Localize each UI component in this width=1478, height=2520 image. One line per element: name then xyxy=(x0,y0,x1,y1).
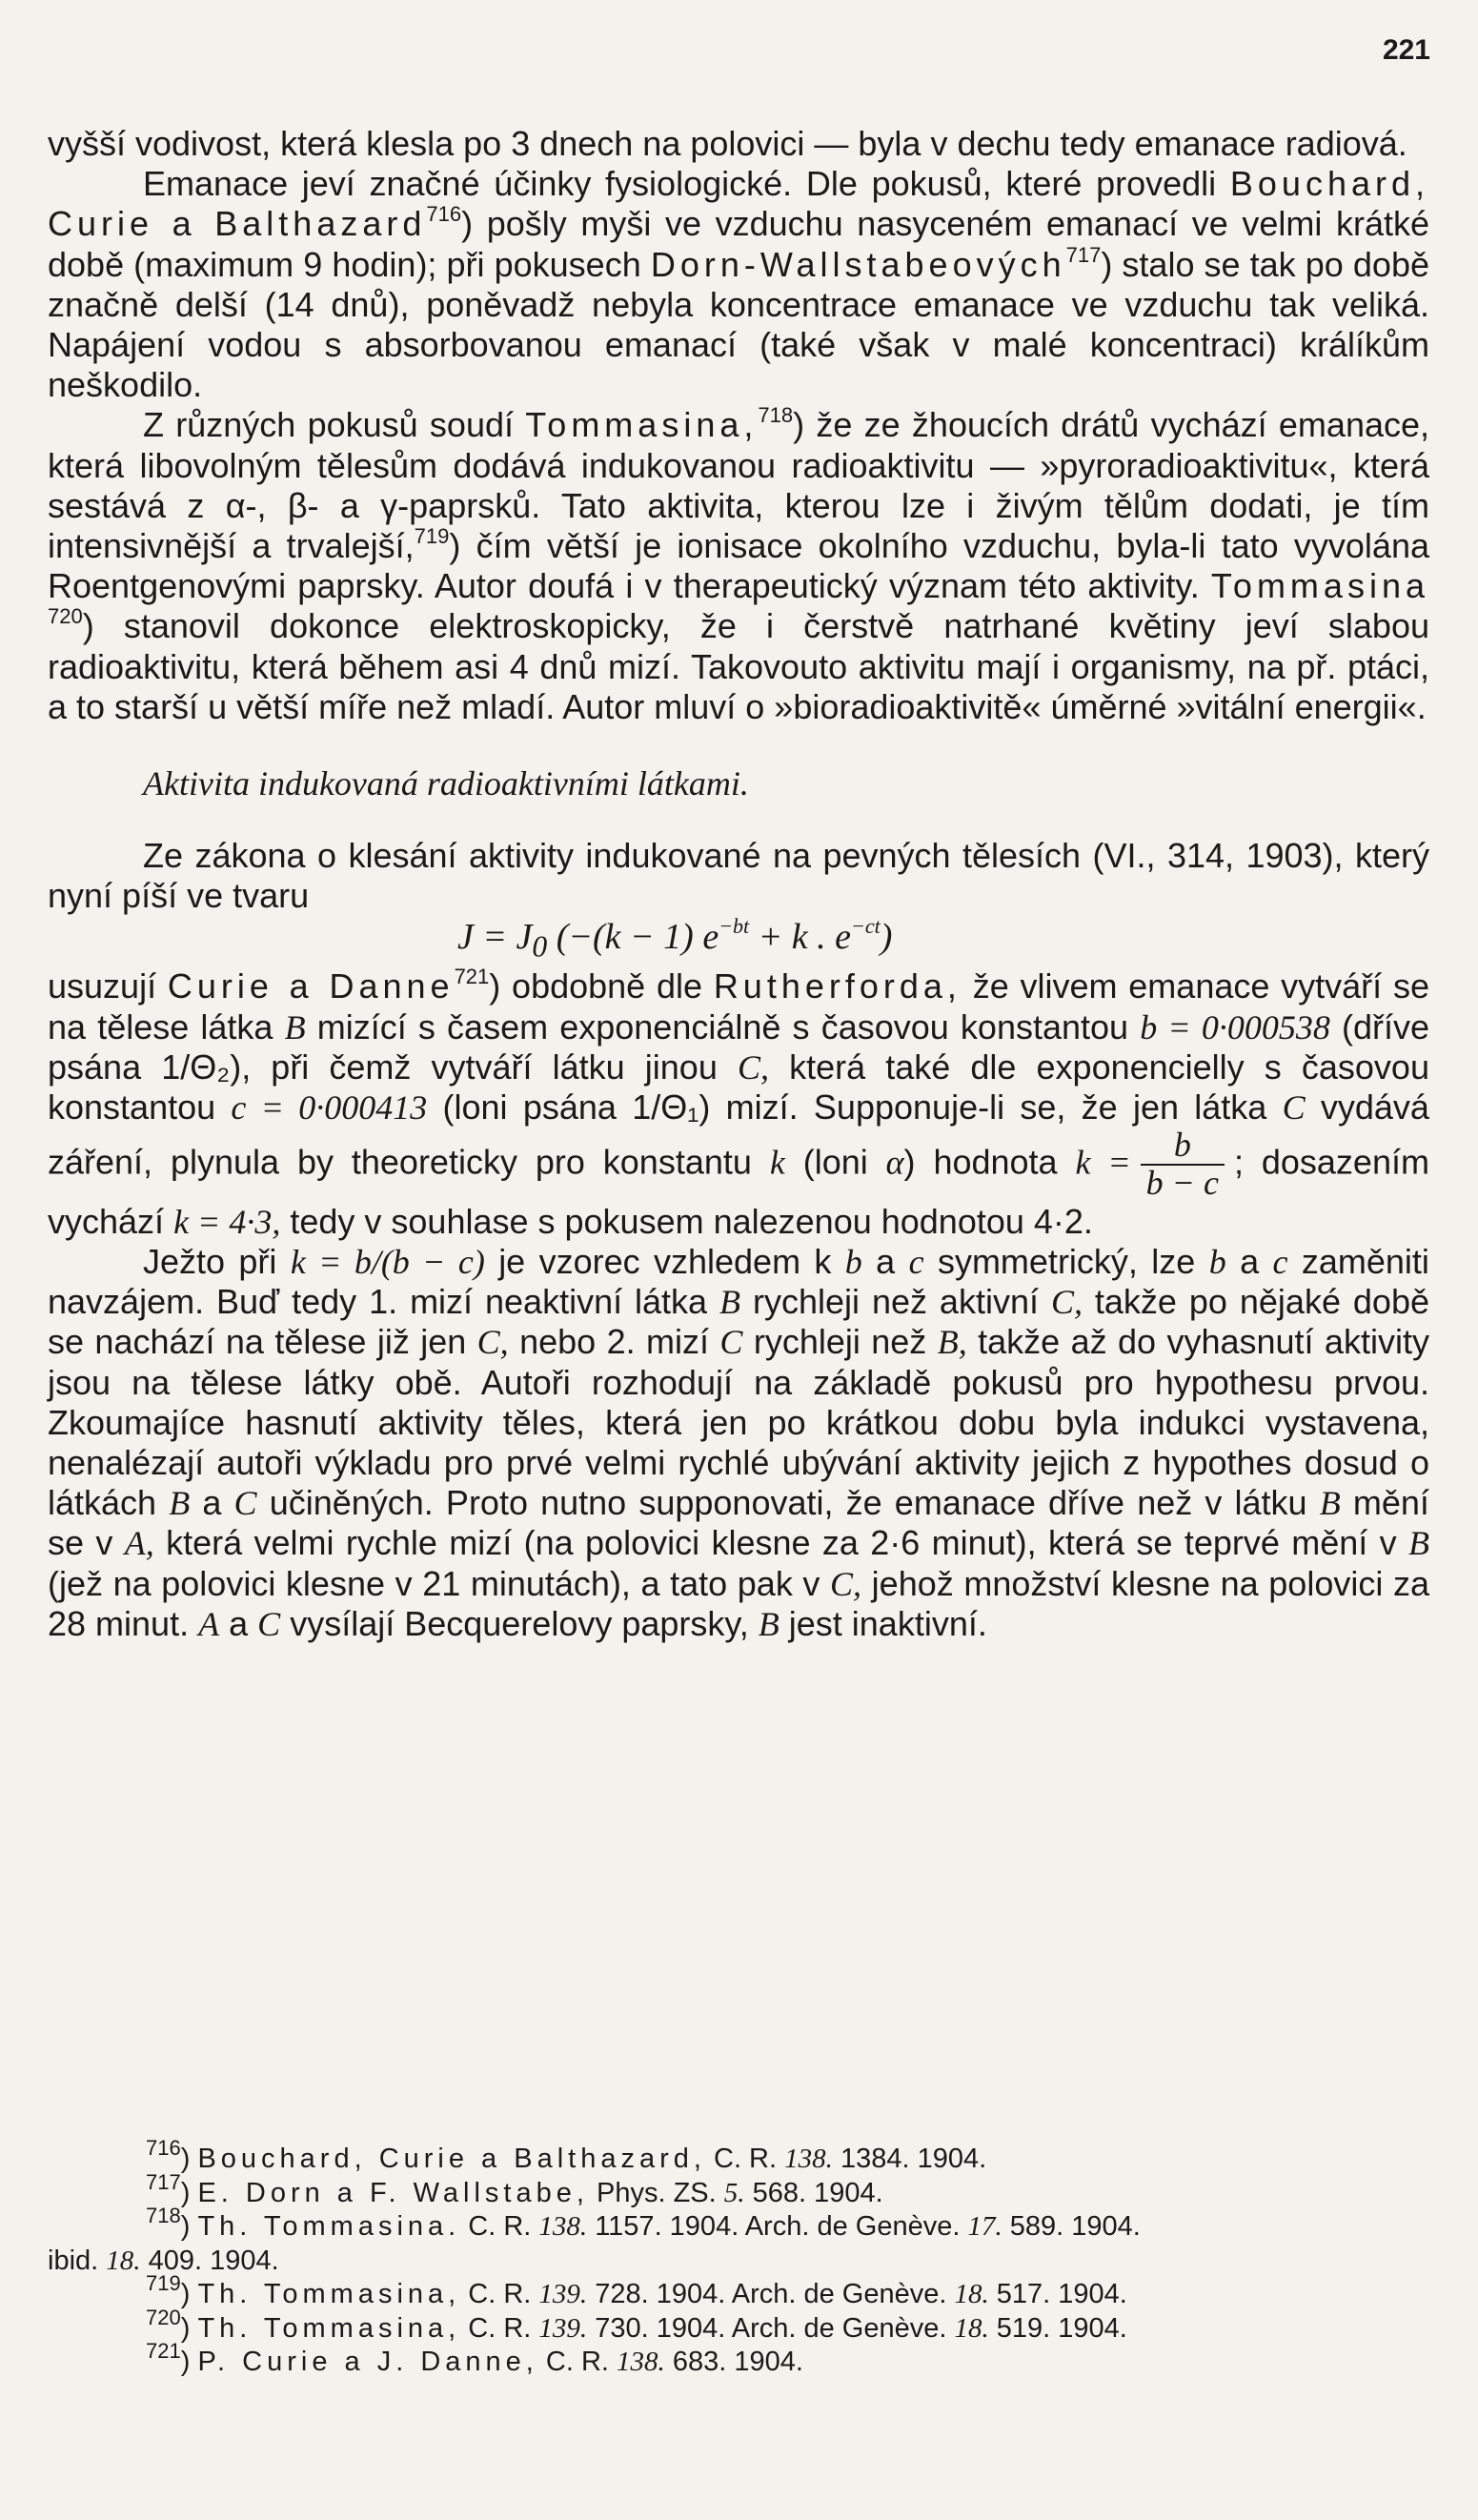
text-run: že vlivem emanace vytváří se na tělese látka xyxy=(48,966,1429,1047)
math-var: B xyxy=(1319,1484,1341,1523)
math-var: C xyxy=(719,1323,743,1362)
text-run: ), při čemž vytváří látku jinou xyxy=(230,1047,718,1087)
text-run: ) mizí. Supponuje-li se, že jen látka xyxy=(699,1087,1267,1128)
text-run: takže po nějaké době se nachází na tělese již jen xyxy=(48,1282,1429,1362)
footnote: $^{718}$) Th. Tommasina. C. R. 138. 1157. 1904. Arch. de Genève. 17. 589. 1904. xyxy=(146,2204,1141,2242)
footnote-author: Bouchard, Curie a Balthazard, xyxy=(197,2144,706,2174)
footnote-pages: 589. 1904. xyxy=(1009,2211,1141,2242)
text-run: jest inaktivní. xyxy=(788,1603,987,1643)
footnote-pages: 683. 1904. xyxy=(672,2347,803,2377)
footnote-ref[interactable]: 717 xyxy=(1065,242,1102,267)
text-run: vysílají Becquerelovy paprsky, xyxy=(290,1603,749,1643)
math-var: B xyxy=(284,1007,306,1047)
math-var: B, xyxy=(937,1323,967,1362)
fraction-numerator: b xyxy=(1141,1128,1225,1166)
footnote-author: Th. Tommasina, xyxy=(197,2312,461,2344)
footnote-author: Th. Tommasina. xyxy=(197,2211,461,2242)
paragraph-4 xyxy=(48,836,1429,916)
text-run: (loni xyxy=(802,1142,868,1182)
footnote-journal: C. R. xyxy=(714,2144,778,2174)
text-run: rychleji než aktivní xyxy=(752,1282,1039,1322)
text-run: ) hodnota xyxy=(903,1142,1058,1182)
text-run: Ježto při xyxy=(143,1242,277,1282)
formula-part: + k . e xyxy=(749,916,852,957)
footnote: $^{719}$) Th. Tommasina, C. R. 139. 728. 1904. Arch. de Genève. 18. 517. 1904. xyxy=(146,2271,1127,2309)
math-var: C, xyxy=(830,1564,862,1603)
math-var: B xyxy=(758,1604,779,1643)
text-run: usuzují xyxy=(48,966,157,1006)
footnote-pages: 409. 1904. xyxy=(148,2245,279,2276)
paragraph-2 xyxy=(48,164,1429,405)
footnote-number: 717 xyxy=(146,2169,181,2194)
footnote-number: 718 xyxy=(146,2204,181,2228)
footnote-pages: 728. 1904. Arch. de Genève. xyxy=(595,2279,947,2309)
footnote-author: P. Curie a J. Danne, xyxy=(197,2347,538,2377)
text-run: Emanace jeví značné účinky fysiologické. Dle pokusů, které provedli xyxy=(143,164,1217,204)
footnote-volume: 18. xyxy=(954,2312,989,2344)
footnote: $^{720}$) Th. Tommasina, C. R. 139. 730. 1904. Arch. de Genève. 18. 519. 1904. xyxy=(146,2305,1127,2344)
footnote-volume: 138. xyxy=(538,2211,588,2242)
text-run: (loni psána 1/ xyxy=(442,1087,661,1128)
text-run: je vzorec vzhledem k xyxy=(498,1242,832,1282)
footnote-volume: 18. xyxy=(106,2245,141,2276)
main-text xyxy=(48,124,1429,1644)
author-name: Dorn-Wallstabeových xyxy=(650,244,1066,284)
text-run: ) čím větší je ionisace okolního vzduchu, byla-li tato vyvolána Roentgenovými paprsky. Autor doufá i v therapeutický význam této aktivity. xyxy=(48,526,1429,606)
footnote-number: 721 xyxy=(146,2339,181,2364)
footnote: $^{717}$) E. Dorn a F. Wallstabe, Phys. ZS. 5. 568. 1904. xyxy=(146,2169,883,2208)
math-var: C xyxy=(233,1484,257,1523)
math-var: B xyxy=(1408,1524,1429,1563)
footnote-pages: 730. 1904. Arch. de Genève. xyxy=(595,2312,947,2344)
text-run: která také dle exponencielly s časovou konstantou xyxy=(48,1047,1429,1128)
text-run: která velmi rychle mizí (na polovici klesne za 2·6 minut), která se teprvé mění v xyxy=(166,1523,1397,1563)
fraction xyxy=(1141,1128,1225,1202)
footnote-number: 720 xyxy=(146,2305,181,2329)
text-run: vyšší vodivost, která klesla po 3 dnech na polovici — byla v dechu tedy emanace radiová. xyxy=(48,124,1407,163)
fraction-denominator: b − c xyxy=(1145,1164,1219,1203)
author-name: Curie a Danne xyxy=(167,966,455,1006)
footnote-ref[interactable]: 719 xyxy=(414,524,450,549)
footnote-continuation xyxy=(48,2245,1429,2279)
footnote-number: 719 xyxy=(146,2271,181,2296)
math-expr: c = 0·000413 xyxy=(231,1088,428,1128)
footnote-journal: C. R. xyxy=(468,2312,532,2344)
formula-exp: −bt xyxy=(719,914,750,938)
footnote: $^{716}$) Bouchard, Curie a Balthazard, C. R. 138. 1384. 1904. xyxy=(146,2136,987,2174)
footnote-pages: 517. 1904. xyxy=(996,2279,1127,2309)
author-name: Tommasina xyxy=(1210,566,1429,606)
math-var: c xyxy=(1272,1243,1288,1282)
math-expr: k = 4·3, xyxy=(173,1202,281,1241)
text-run: ) pošly myši ve vzduchu nasyceném emanací ve velmi krátké době (maximum 9 hodin); při pokusech xyxy=(48,204,1429,284)
math-expr: k = b/(b − c) xyxy=(290,1243,485,1282)
math-var: k xyxy=(769,1143,785,1182)
math-var: C xyxy=(1282,1088,1306,1128)
text-run: a xyxy=(202,1483,222,1523)
formula-part: J = J xyxy=(457,916,533,957)
text-run: mění se v xyxy=(48,1483,1429,1563)
text-run: rychleji než xyxy=(753,1322,927,1362)
footnote-volume: 139. xyxy=(538,2279,588,2309)
text-run: nebo 2. mizí xyxy=(519,1322,709,1362)
math-expr: b = 0·000538 xyxy=(1140,1007,1330,1047)
math-expr: k = xyxy=(1075,1143,1131,1182)
text-run: ) stalo se tak po době značně delší (14 dnů), poněvadž nebyla koncentrace emanace ve vzduchu tak veliká. Napájení vodou s absorbovanou emanací (také však v malé koncentraci) králíkům neškodilo. xyxy=(48,244,1429,405)
footnote-ibid: ibid. xyxy=(48,2245,99,2276)
math-var: c xyxy=(908,1243,924,1282)
text-run: Z různých pokusů soudí xyxy=(143,405,515,445)
footnote-ref[interactable]: 718 xyxy=(758,403,794,428)
math-symbol: Θ₂ xyxy=(190,1047,231,1087)
footnote-pages: 1384. 1904. xyxy=(840,2144,987,2174)
text-run: učiněných. Proto nutno supponovati, že emanace dříve než v látku xyxy=(269,1483,1307,1523)
footnotes xyxy=(48,2136,1429,2380)
footnote-volume: 17. xyxy=(967,2211,1002,2242)
page-number: 221 xyxy=(1382,34,1430,66)
footnote-journal: C. R. xyxy=(468,2279,532,2309)
footnote-volume: 18. xyxy=(954,2279,989,2309)
footnote-journal: C. R. xyxy=(468,2211,532,2242)
paragraph-6 xyxy=(48,1242,1429,1644)
math-var: C, xyxy=(476,1323,509,1362)
math-var: α xyxy=(885,1143,904,1182)
footnote-ref[interactable]: 716 xyxy=(426,202,462,227)
footnote-volume: 138. xyxy=(617,2347,665,2377)
text-run: (dříve psána 1/ xyxy=(48,1006,1430,1087)
math-var: B xyxy=(719,1283,741,1322)
paragraph-5 xyxy=(48,966,1429,1242)
formula-sub: 0 xyxy=(532,929,548,964)
text-run: a xyxy=(876,1242,896,1282)
footnote-author: E. Dorn a F. Wallstabe, xyxy=(197,2177,589,2208)
text-run: (jež na polovici klesne v 21 minutách), a tato pak v xyxy=(48,1563,820,1603)
author-name: Tommasina, xyxy=(525,405,759,445)
footnote-number: 716 xyxy=(146,2136,181,2161)
footnote-author: Th. Tommasina, xyxy=(197,2279,461,2309)
math-var: A xyxy=(198,1604,220,1643)
text-run: jehož množství klesne na polovici za 28 minut. xyxy=(48,1563,1429,1643)
formula-part: (−(k − 1) e xyxy=(547,916,719,957)
footnote-volume: 5. xyxy=(723,2177,745,2208)
text-run: takže až do vyhasnutí aktivity jsou na tělese látky obě. Autoři rozhodují na základě pokusů pro hypothesu prvou. Zkoumajíce hasnutí aktivity těles, která jen po krátkou dobu byla indukci vystavena, nenalézají autoři výkladu pro prvé velmi rychlé ubývání aktivity jejich z hypothes dosud o látkách xyxy=(48,1322,1429,1523)
math-var: C xyxy=(257,1604,281,1643)
paragraph-3 xyxy=(48,405,1429,727)
text-run: ) stanovil dokonce elektroskopicky, že i čerstvě natrhané květiny jeví slabou radioaktivitu, která během asi 4 dnů mizí. Takovouto aktivitu mají i organismy, na př. ptáci, a to starší u větší míře než mladí. Autor mluví o »bioradioaktivitě« úměrné »vitální energii«. xyxy=(48,606,1429,726)
text-run: mizící s časem exponenciálně s časovou konstantou xyxy=(316,1006,1129,1047)
text-run: a xyxy=(229,1603,249,1643)
text-run: symmetrický, lze xyxy=(937,1242,1196,1282)
math-var: A, xyxy=(124,1524,154,1563)
text-run: tedy v souhlase s pokusem nalezenou hodnotou 4·2. xyxy=(290,1201,1093,1241)
math-symbol: Θ₁ xyxy=(660,1087,699,1128)
section-heading: Aktivita indukovaná radioaktivními látkami. xyxy=(143,764,749,803)
footnote-pages: 568. 1904. xyxy=(752,2177,883,2208)
text-run: ) že ze žhoucích drátů vychází emanace, která libovolným tělesům dodává indukovanou radioaktivitu — »pyroradioaktivitu«, která sestává z α-, β- a γ-paprsků. Tato aktivita, kterou lze i živým tělům dodati, je tím intensivnější a trvalejší, xyxy=(48,405,1430,566)
footnote-pages: 1157. 1904. Arch. de Genève. xyxy=(595,2211,961,2242)
footnote-pages: 519. 1904. xyxy=(996,2312,1127,2344)
footnote-journal: C. R. xyxy=(545,2347,609,2377)
math-var: C, xyxy=(1050,1283,1083,1322)
footnote: $^{721}$) P. Curie a J. Danne, C. R. 138. 683. 1904. xyxy=(146,2339,803,2377)
formula-exp: −ct xyxy=(851,914,881,938)
math-var: B xyxy=(169,1484,191,1523)
paragraph-1 xyxy=(48,124,1429,164)
text-run: a xyxy=(1240,1242,1260,1282)
math-var: b xyxy=(844,1243,862,1282)
decay-formula xyxy=(48,914,1429,967)
footnote-ref[interactable]: 720 xyxy=(48,604,83,629)
footnote-journal: Phys. ZS. xyxy=(596,2177,717,2208)
math-var: b xyxy=(1208,1243,1226,1282)
text-run: Ze zákona o klesání aktivity indukované na pevných tělesích (VI., 314, 1903), který nyní píší ve tvaru xyxy=(48,836,1429,916)
math-var: C, xyxy=(737,1047,769,1087)
footnote-volume: 138. xyxy=(784,2144,833,2174)
text-run: ) obdobně dle xyxy=(489,966,703,1006)
footnote-volume: 139. xyxy=(538,2312,588,2344)
author-name: Rutherforda, xyxy=(713,966,962,1006)
formula-part: ) xyxy=(880,916,893,957)
author-name: Bouchard, Curie a Balthazard xyxy=(48,164,1429,244)
text-run: ; dosazením vychází xyxy=(48,1142,1429,1241)
text-run: zaměniti navzájem. Buď tedy 1. mizí neaktivní látka xyxy=(48,1242,1429,1322)
footnote-ref[interactable]: 721 xyxy=(454,965,490,989)
text-run: vydává záření, plynula by theoreticky pro konstantu xyxy=(48,1087,1429,1182)
